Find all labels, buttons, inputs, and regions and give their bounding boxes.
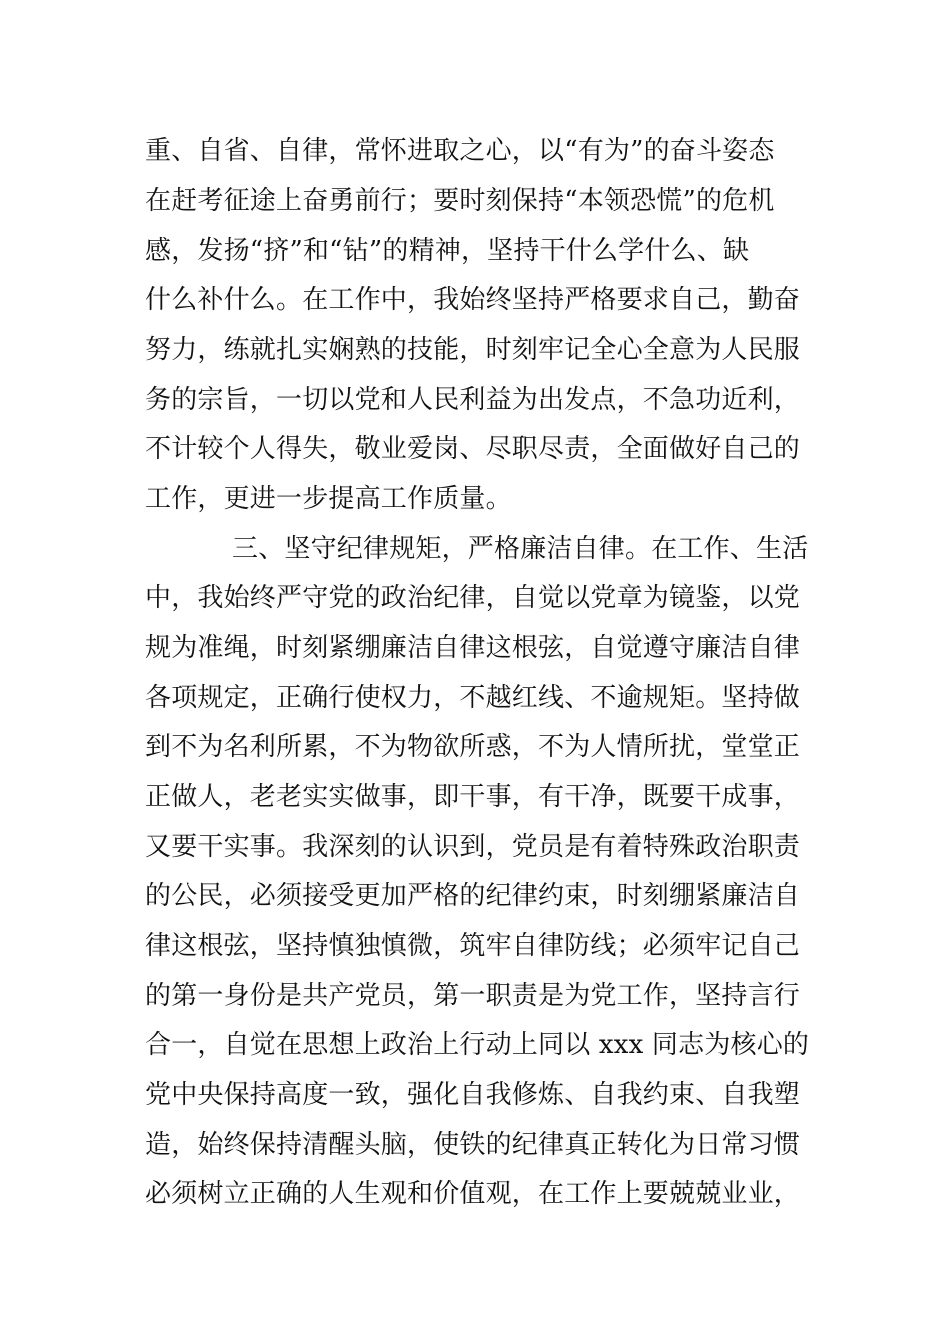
text-line-19: 合一，自觉在思想上政治上行动上同以 xxx 同志为核心的 [145, 1030, 810, 1060]
text-line-16: 的公民，必须接受更加严格的纪律约束，时刻绷紧廉洁自 [145, 881, 801, 911]
text-line-3: 感，发扬“挤”和“钻”的精神，坚持干什么学什么、缺 [145, 236, 750, 266]
text-line-22: 必须树立正确的人生观和价值观，在工作上要兢兢业业， [145, 1179, 801, 1209]
text-line-20: 党中央保持高度一致，强化自我修炼、自我约束、自我塑 [145, 1080, 801, 1110]
text-line-15: 又要干实事。我深刻的认识到，党员是有着特殊政治职责 [145, 832, 801, 862]
text-line-8: 工作，更进一步提高工作质量。 [145, 484, 512, 514]
text-line-21: 造，始终保持清醒头脑，使铁的纪律真正转化为日常习惯 [145, 1130, 801, 1160]
text-line-4: 什么补什么。在工作中，我始终坚持严格要求自己，勤奋 [145, 285, 801, 315]
text-line-12: 各项规定，正确行使权力，不越红线、不逾规矩。坚持做 [145, 683, 801, 713]
text-line-11: 规为准绳，时刻紧绷廉洁自律这根弦，自觉遵守廉洁自律 [145, 633, 801, 663]
section-heading-line: 三、坚守纪律规矩，严格廉洁自律。在工作、生活 [232, 534, 809, 564]
text-line-17: 律这根弦，坚持慎独慎微，筑牢自律防线；必须牢记自己 [145, 931, 801, 961]
text-line-14: 正做人，老老实实做事，即干事，有干净，既要干成事， [145, 782, 801, 812]
text-line-18: 的第一身份是共产党员，第一职责是为党工作，坚持言行 [145, 981, 801, 1011]
text-line-7: 不计较个人得失，敬业爱岗、尽职尽责，全面做好自己的 [145, 434, 801, 464]
text-line-10: 中，我始终严守党的政治纪律，自觉以党章为镜鉴，以党 [145, 583, 801, 613]
text-line-13: 到不为名利所累，不为物欲所惑，不为人情所扰，堂堂正 [145, 732, 801, 762]
text-line-6: 务的宗旨，一切以党和人民利益为出发点，不急功近利， [145, 385, 801, 415]
text-line-1: 重、自省、自律，常怀进取之心，以“有为”的奋斗姿态 [145, 136, 775, 166]
text-line-2: 在赶考征途上奋勇前行；要时刻保持“本领恐慌”的危机 [145, 186, 775, 216]
text-line-5: 努力，练就扎实娴熟的技能，时刻牢记全心全意为人民服 [145, 335, 801, 365]
